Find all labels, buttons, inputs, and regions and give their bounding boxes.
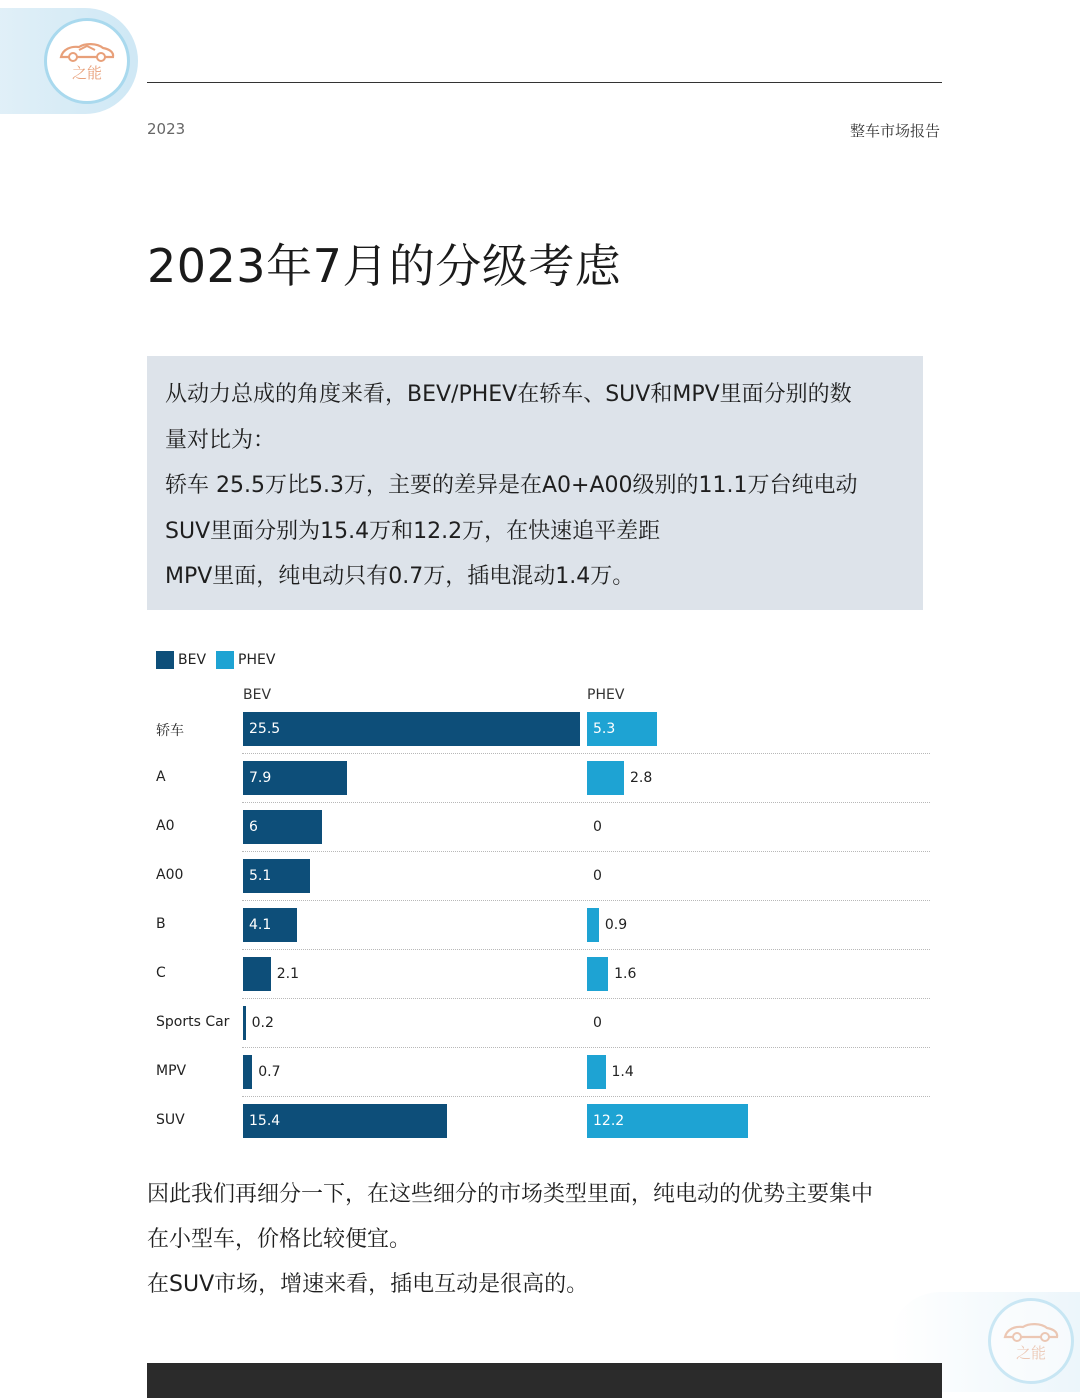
data-label-phev: 1.4 [611,1064,634,1080]
row-divider [242,851,930,852]
note-box [147,356,923,610]
column-title-phev: PHEV [587,687,625,703]
note-line: SUV里面分别为15.4万和12.2万，在快速追平差距 [165,518,661,544]
conclusion-text [147,1172,947,1307]
row-divider [242,949,930,950]
footer-bar [147,1363,942,1398]
legend-swatch-phev [216,651,234,669]
row-divider [242,802,930,803]
legend-label-bev: BEV [178,652,207,668]
watermark-text: 之能 [1015,1344,1046,1362]
category-label: MPV [156,1063,187,1079]
category-label: A00 [156,867,184,883]
header-year: 2023 [147,120,186,138]
data-label-phev: 5.3 [593,721,616,737]
header-rule [147,82,942,83]
bar-phev [587,1055,606,1089]
note-line: 轿车 25.5万比5.3万，主要的差异是在A0+A00级别的11.1万台纯电动 [165,473,858,498]
column-title-bev: BEV [243,687,272,703]
category-label: A [156,769,166,785]
data-label-bev: 0.7 [258,1064,281,1080]
bar-bev [243,712,580,746]
row-divider [242,900,930,901]
data-label-phev: 0.9 [604,917,628,933]
header-report-name: 整车市场报告 [849,122,940,140]
legend-item-phev [216,651,275,669]
legend-item-bev [156,651,206,669]
bar-chart [147,640,937,1150]
bar-phev [587,761,624,795]
data-label-bev: 4.1 [249,917,272,933]
data-label-bev: 25.5 [249,721,281,737]
data-label-phev: 1.6 [614,966,637,982]
watermark-badge [988,1298,1074,1384]
bar-bev [243,1055,252,1089]
category-label: 轿车 [156,723,184,739]
data-label-bev: 2.1 [276,966,300,982]
car-icon [1001,1321,1061,1343]
data-label-bev: 0.2 [251,1015,274,1031]
category-label: Sports Car [156,1014,230,1030]
note-line: MPV里面，纯电动只有0.7万，插电混动1.4万。 [165,564,635,589]
row-divider [242,1096,930,1097]
data-label-bev: 7.9 [249,770,272,786]
logo-badge [44,18,130,104]
bar-phev [587,908,599,942]
chart-legend [156,651,285,669]
row-divider [242,1047,930,1048]
car-icon [57,41,117,63]
conclusion-line: 因此我们再细分一下，在这些细分的市场类型里面，纯电动的优势主要集中 [147,1182,874,1207]
category-label: SUV [156,1112,185,1128]
data-label-phev: 0 [593,1015,602,1031]
note-line: 从动力总成的角度来看，BEV/PHEV在轿车、SUV和MPV里面分别的数 [165,382,852,407]
data-label-phev: 12.2 [593,1113,625,1129]
data-label-phev: 0 [593,819,602,835]
bar-bev [243,1006,246,1040]
bar-phev [587,957,608,991]
category-label: B [156,916,166,932]
data-label-bev: 5.1 [249,868,272,884]
data-label-bev: 6 [249,819,258,835]
data-label-phev: 2.8 [630,770,653,786]
page-title: 2023年7月的分级考虑 [147,239,622,293]
row-divider [242,998,930,999]
note-line: 量对比为： [165,427,276,453]
data-label-phev: 0 [593,868,602,884]
bar-bev [243,957,271,991]
legend-swatch-bev [156,651,174,669]
logo-text: 之能 [71,64,102,82]
legend-label-phev: PHEV [238,652,276,668]
conclusion-line: 在小型车，价格比较便宜。 [147,1227,412,1252]
row-divider [242,753,930,754]
category-label: A0 [156,818,175,834]
data-label-bev: 15.4 [249,1113,281,1129]
category-label: C [156,965,166,981]
brand-logo [0,8,138,114]
conclusion-line: 在SUV市场，增速来看，插电互动是很高的。 [147,1272,589,1297]
